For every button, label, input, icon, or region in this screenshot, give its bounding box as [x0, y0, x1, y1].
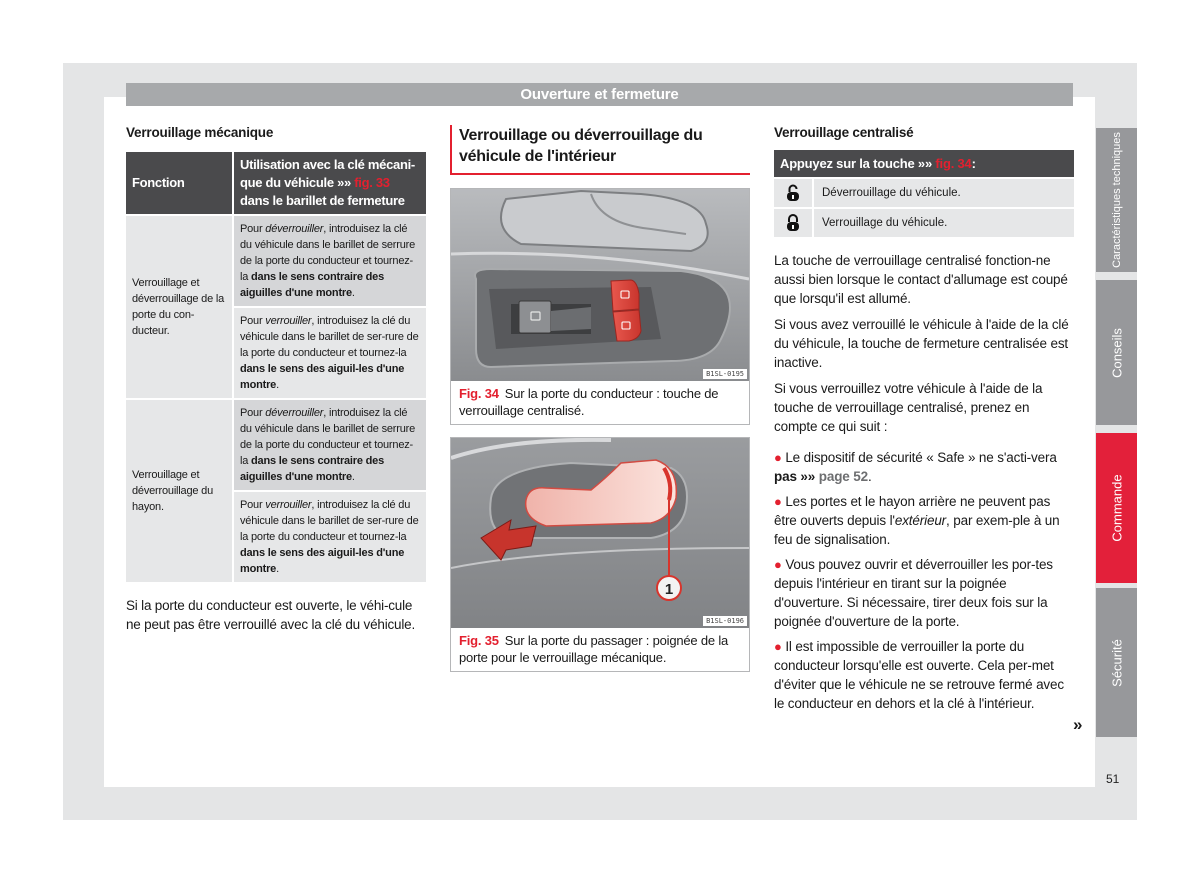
- tab-caracteristiques-techniques[interactable]: Caractéristiques techniques: [1096, 128, 1137, 272]
- mechanical-locking-section: [126, 125, 426, 634]
- bullet-item: ● Il est impossible de verrouiller la porte du conducteur lorsqu'elle est ouverte. Cela per-met d'éviter que le véhicule ne se retrouve fermé avec le conducteur en dehors et la clé à l'intérieur.: [774, 639, 1064, 711]
- function-cell: Verrouillage et déverrouillage du hayon.: [126, 400, 232, 582]
- mechanical-locking-table: [124, 150, 428, 584]
- figure-link[interactable]: fig. 34: [935, 156, 972, 171]
- central-locking-section: [774, 125, 1074, 713]
- figure-link[interactable]: fig. 33: [354, 175, 390, 190]
- door-lock-button-image: [451, 189, 749, 381]
- tab-conseils[interactable]: Conseils: [1096, 280, 1137, 425]
- door-handle-image: [451, 438, 749, 628]
- unlock-instruction-cell: Pour déverrouiller, introduisez la clé du véhicule dans le barillet de serrure de la porte du conducteur et tournez-la dans le sens contraire des aiguilles d'une montre.: [234, 216, 426, 306]
- page-link[interactable]: page 52: [818, 469, 868, 484]
- arrows-icon: »»: [800, 469, 816, 484]
- lock-icon: [774, 209, 812, 237]
- callout-1: 1: [664, 581, 674, 598]
- interior-locking-section: [450, 125, 750, 672]
- lock-instruction-cell: Pour verrouiller, introduisez la clé du véhicule dans le barillet de ser-rure de la porte du conducteur et tournez-la dans le sens des aiguil-les d'une montre.: [234, 308, 426, 398]
- arrows-icon: »»: [337, 175, 351, 190]
- figure-label: Fig. 34: [459, 386, 499, 401]
- lock-instruction-cell: Pour verrouiller, introduisez la clé du véhicule dans le barillet de ser-rure de la porte du conducteur et tournez-la dans le sens des aiguil-les d'une montre.: [234, 492, 426, 582]
- door-handle-illustration: [451, 438, 749, 628]
- figure-caption: [451, 628, 749, 671]
- table-row: [126, 216, 426, 306]
- bullet-dot-icon: ●: [774, 450, 782, 465]
- section-heading: Verrouillage ou déverrouillage du véhicule de l'intérieur: [450, 125, 750, 175]
- chapter-header: Ouverture et fermeture: [126, 83, 1073, 106]
- figure-caption: [451, 381, 749, 424]
- unlock-icon: [774, 179, 812, 207]
- caption-text: Sur la porte du passager : poignée de la porte pour le verrouillage mécanique.: [459, 633, 729, 665]
- figure-label: Fig. 35: [459, 633, 499, 648]
- arrows-icon: »»: [917, 156, 932, 171]
- section-title: Verrouillage centralisé: [774, 125, 914, 140]
- continued-icon: »: [1073, 715, 1083, 734]
- bullet-item: ● Vous pouvez ouvrir et déverrouiller les por-tes depuis l'intérieur en tirant sur la poignée d'ouverture. Si nécessaire, tirer deux fois sur la poignée d'ouverture de la porte.: [774, 557, 1053, 629]
- bullet-dot-icon: ●: [774, 494, 782, 509]
- figure-code: B1SL-0195: [703, 369, 747, 379]
- key-description: Déverrouillage du véhicule.: [814, 179, 1074, 207]
- header-text: Utilisation avec la clé mécani-que du véhicule: [240, 157, 415, 190]
- key-description: Verrouillage du véhicule.: [814, 209, 1074, 237]
- key-table-header: Appuyez sur la touche »» fig. 34:: [774, 150, 1074, 177]
- bullet-item: ● Les portes et le hayon arrière ne peuvent pas être ouverts depuis l'extérieur, par exem-ple à un feu de signalisation.: [774, 494, 1060, 547]
- key-row-unlock: [774, 179, 1074, 207]
- figure-35: [450, 437, 750, 672]
- footnote-text: Si la porte du conducteur est ouverte, le véhi-cule ne peut pas être verrouillé avec la clé du véhicule.: [126, 598, 416, 632]
- tab-commande[interactable]: Commande: [1096, 433, 1137, 583]
- function-cell: Verrouillage et déverrouillage de la porte du con-ducteur.: [126, 216, 232, 398]
- figure-34: [450, 188, 750, 425]
- table-row: [126, 400, 426, 490]
- page-number: 51: [1106, 772, 1120, 786]
- section-title: Verrouillage mécanique: [126, 125, 274, 140]
- bullet-dot-icon: ●: [774, 557, 782, 572]
- unlock-instruction-cell: Pour déverrouiller, introduisez la clé du véhicule dans le barillet de serrure de la porte du conducteur et tournez-la dans le sens contraire des aiguilles d'une montre.: [234, 400, 426, 490]
- caption-text: Sur la porte du conducteur : touche de verrouillage centralisé.: [459, 386, 719, 418]
- bullet-item: ● Le dispositif de sécurité « Safe » ne s'acti-vera pas »» page 52.: [774, 450, 1057, 484]
- door-panel-illustration: [451, 189, 749, 381]
- table-header-row: [126, 152, 426, 214]
- column-header-usage: [234, 152, 426, 214]
- paragraph: Si vous avez verrouillé le véhicule à l'aide de la clé du véhicule, la touche de fermeture centralisée est inactive.: [774, 317, 1069, 370]
- key-row-lock: [774, 209, 1074, 237]
- bullet-dot-icon: ●: [774, 639, 782, 654]
- figure-code: B1SL-0196: [703, 616, 747, 626]
- paragraph: La touche de verrouillage centralisé fonction-ne aussi bien lorsque le contact d'allumage est coupé que lorsqu'il est allumé.: [774, 253, 1068, 306]
- header-text: dans le barillet de fermeture: [240, 193, 405, 208]
- paragraph: Si vous verrouillez votre véhicule à l'aide de la touche de verrouillage centralisé, prenez en compte ce qui suit :: [774, 381, 1043, 434]
- tab-securite[interactable]: Sécurité: [1096, 588, 1137, 737]
- column-header-function: Fonction: [126, 152, 232, 214]
